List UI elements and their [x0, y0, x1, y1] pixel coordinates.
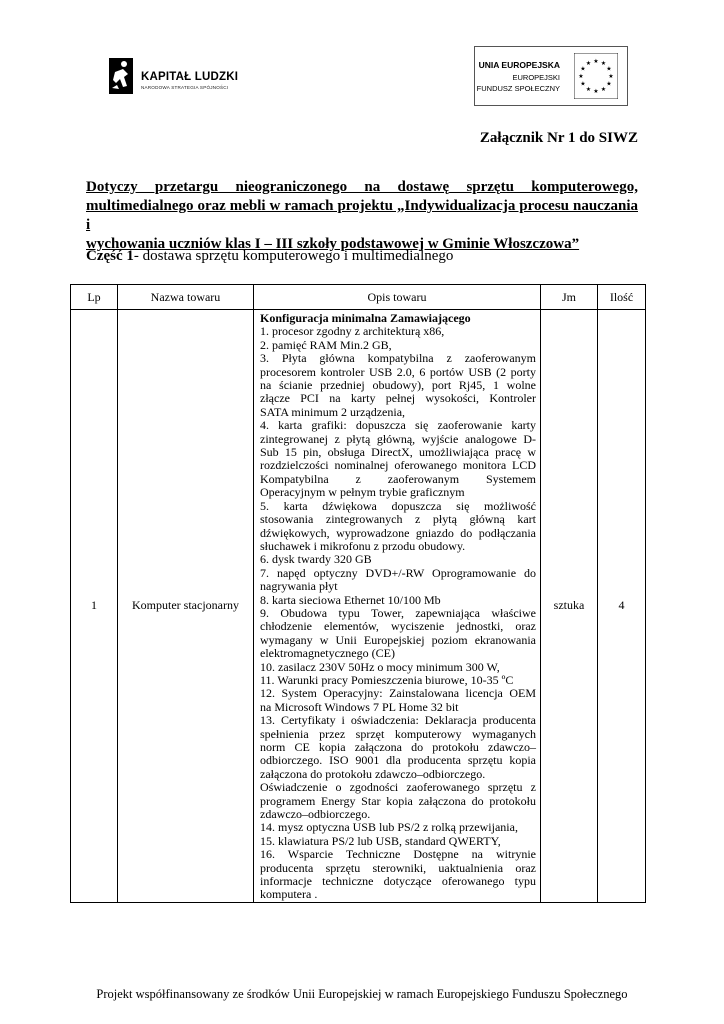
desc-line: informacje techniczne dotyczące oferowanego typu [260, 874, 536, 889]
desc-line: zdawczo–odbiorczego. [260, 807, 371, 822]
eu-logo-line1: UNIA EUROPEJSKA [478, 60, 560, 70]
desc-line: 16. Wsparcie Techniczne Dostępne na witrynie [260, 847, 536, 862]
svg-text:★: ★ [585, 86, 592, 93]
desc-line: wymagany w Unii Europejskiej poziom ekranowania [260, 632, 536, 647]
desc-line: 5. karta dźwiękowa dopuszcza się możliwość [260, 498, 536, 513]
svg-text:★: ★ [593, 58, 599, 65]
desc-line: 9. Obudowa typu Tower, zapewniająca właściwe [260, 605, 536, 620]
eu-logo [474, 46, 628, 106]
svg-text:★: ★ [600, 86, 607, 93]
desc-lines [260, 325, 536, 901]
desc-line: rozdzielczości nominalnej oferowanego monitora LCD [260, 458, 536, 473]
desc-line: dźwiękowych, wyprowadzone gniazdo do podłączania [260, 525, 536, 540]
desc-line: 1. procesor zgodny z architekturą x86, [260, 324, 445, 339]
desc-line: 8. karta sieciowa Ethernet 10/100 Mb [260, 592, 441, 607]
header-desc: Opis towaru [254, 285, 541, 310]
desc-line: norm CE kopia załączona do protokołu zdawczo– [260, 740, 536, 754]
subject-line-3: wychowania uczniów klas I – III szkoły podstawowej w Gminie Włoszczowa” [86, 236, 580, 252]
svg-text:★: ★ [580, 80, 586, 88]
desc-line: 14. mysz optyczna USB lub PS/2 z rolką przewijania, [260, 820, 518, 835]
desc-title: Konfiguracja minimalna Zamawiającego [260, 311, 471, 325]
desc-line: producenta sprzętu sterowniki, uaktualnienia oraz [260, 860, 536, 875]
desc-line: SATA minimum 2 urządzenia, [260, 404, 406, 419]
desc-line: złącze PCI na karty pełnej wysokości, Kontroler [260, 391, 536, 406]
desc-line: stosowania zintegrowanych z płytą główną kart [260, 512, 536, 527]
header-qty: Ilość [598, 285, 646, 310]
desc-line: 3. Płyta główna kompatybilna z zaoferowanym [260, 351, 536, 366]
desc-line: 4. karta grafiki: dopuszcza się zaoferowanie karty [260, 418, 536, 433]
desc-line: Kompatybilna z zaoferowanym Systemem [260, 471, 536, 486]
subject-heading [86, 178, 638, 254]
desc-line: spełnienia przez sprzęt komputerowy wymaganych [260, 726, 536, 741]
cell-desc [254, 310, 541, 903]
desc-line: komputera . [260, 887, 318, 902]
header-lp: Lp [71, 285, 118, 310]
kapital-ludzki-title: KAPITAŁ LUDZKI [141, 71, 239, 83]
desc-line: procesorem kontroler USB 2.0, 6 portów USB (2 porty [260, 364, 536, 379]
svg-text:★: ★ [606, 80, 612, 88]
kapital-ludzki-emblem-icon [109, 58, 133, 94]
desc-line: na ścianie przedniej obudowy), port Rj45, 1 wolne [260, 378, 536, 393]
desc-line: 10. zasilacz 230V 50Hz o mocy minimum 300 W, [260, 659, 500, 674]
desc-line: 13. Certyfikaty i oświadczenia: Deklaracja producenta [260, 713, 536, 728]
desc-line: załączona do protokołu zdawczo–odbiorczego. [260, 766, 486, 781]
desc-line: Oświadczenie o zgodności zaoferowanego sprzętu z [260, 780, 536, 795]
svg-text:★: ★ [585, 60, 592, 67]
part-heading [86, 248, 453, 265]
eu-logo-line2: EUROPEJSKI [512, 73, 560, 82]
cell-jm: sztuka [541, 310, 598, 903]
desc-line: elektromagnetycznego (CE) [260, 646, 395, 661]
desc-line: słuchawek i mikrofonu z przodu obudowy. [260, 538, 466, 553]
svg-text:★: ★ [593, 88, 599, 95]
cell-qty: 4 [598, 310, 646, 903]
desc-line: 2. pamięć RAM Min.2 GB, [260, 337, 392, 352]
desc-line: 12. System Operacyjny: Zainstalowana licencja OEM [260, 686, 536, 701]
part-text: - dostawa sprzętu komputerowego i multimedialnego [133, 248, 454, 264]
part-label: Część 1 [86, 248, 134, 264]
desc-line: Sub 15 pin, obsługa DirectX, umożliwiająca pracę w [260, 445, 536, 460]
desc-line: 11. Warunki pracy Pomieszczenia biurowe, 10-35 ºC [260, 672, 514, 687]
footer-note: Projekt współfinansowany ze środków Unii Europejskiej w ramach Europejskiego Funduszu Społecznego [96, 987, 628, 1001]
header-jm: Jm [541, 285, 598, 310]
items-table [70, 284, 646, 903]
kapital-ludzki-logo [109, 58, 249, 94]
desc-line: 7. napęd optyczny DVD+/-RW Oprogramowanie do [260, 565, 536, 580]
desc-line: odbiorczego. ISO 9001 dla producenta sprzętu kopia [260, 753, 536, 768]
cell-lp: 1 [71, 310, 118, 903]
table-row [71, 310, 646, 903]
desc-line: 6. dysk twardy 320 GB [260, 552, 372, 567]
desc-line: zintegrowanej z płytą główną, wyjście analogowe D- [260, 431, 536, 446]
header-name: Nazwa towaru [118, 285, 254, 310]
desc-line: Operacyjnym w pełnym trybie graficznym [260, 485, 465, 500]
desc-line: 15. klawiatura PS/2 lub USB, standard QWERTY, [260, 833, 501, 848]
svg-text:★: ★ [608, 73, 614, 80]
desc-line: na Microsoft Windows 7 PL Home 32 bit [260, 699, 459, 714]
desc-line: programem Energy Star kopia załączona do protokołu [260, 793, 536, 808]
desc-line: chłodzenie elementów, wyciszenie jednostki, oraz [260, 619, 536, 634]
eu-flag-icon [574, 53, 618, 99]
subject-line-2: multimedialnego oraz mebli w ramach projektu „Indywidualizacja procesu nauczania i [86, 198, 638, 233]
svg-text:★: ★ [600, 60, 607, 67]
eu-logo-line3: FUNDUSZ SPOŁECZNY [476, 84, 560, 93]
attachment-title: Załącznik Nr 1 do SIWZ [479, 130, 638, 146]
subject-line-1: Dotyczy przetargu nieograniczonego na dostawę sprzętu komputerowego, [86, 179, 638, 195]
desc-line: nagrywania płyt [260, 579, 338, 594]
svg-text:★: ★ [606, 65, 612, 73]
table-header-row [71, 285, 646, 310]
svg-text:★: ★ [580, 65, 586, 73]
cell-name: Komputer stacjonarny [118, 310, 254, 903]
svg-text:★: ★ [578, 73, 584, 80]
kapital-ludzki-subtitle: NARODOWA STRATEGIA SPÓJNOŚCI [141, 85, 229, 90]
